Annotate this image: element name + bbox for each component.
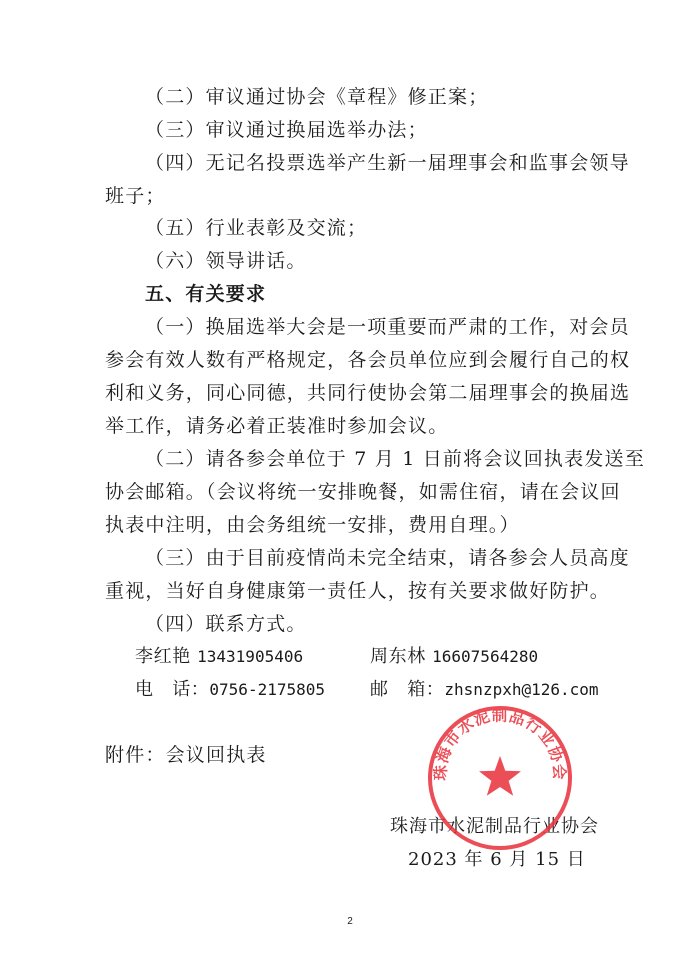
requirement-1-line: （一）换届选举大会是一项重要而严肃的工作，对会员: [145, 316, 630, 338]
requirement-4: （四）联系方式。: [145, 613, 307, 635]
contact-name: 周东林: [370, 646, 426, 667]
email-label: 邮 箱：: [370, 679, 445, 700]
contact-person-1: [135, 644, 303, 670]
agenda-item-4: （四）无记名投票选举产生新一届理事会和监事会领导: [145, 152, 630, 174]
requirement-3-line: 重视，当好自身健康第一责任人，按有关要求做好防护。: [105, 580, 611, 602]
contact-phone: 13431905406: [197, 647, 304, 666]
requirement-1-line: 举工作，请务必着正装准时参加会议。: [105, 415, 449, 437]
tel-label: 电 话：: [135, 679, 210, 700]
signature-date: 2023 年 6 月 15 日: [408, 849, 586, 870]
agenda-item-3: （三）审议通过换届选举办法；: [145, 119, 428, 141]
agenda-item-5: （五）行业表彰及交流；: [145, 217, 368, 239]
contact-name: 李红艳: [135, 646, 191, 667]
requirement-2-line: 协会邮箱。（会议将统一安排晚餐，如需住宿，请在会议回: [105, 481, 621, 503]
requirement-2-line: （二）请各参会单位于 7 月 1 日前将会议回执表发送至: [145, 448, 645, 470]
tel-value: 0756-2175805: [209, 680, 325, 699]
requirement-3-line: （三）由于目前疫情尚未完全结束，请各参会人员高度: [145, 547, 630, 569]
agenda-item-4-cont: 班子；: [105, 185, 166, 207]
requirement-1-line: 利和义务，同心同德，共同行使协会第二届理事会的换届选: [105, 382, 631, 404]
agenda-item-2: （二）审议通过协会《章程》修正案；: [145, 86, 489, 108]
requirement-1-line: 参会有效人数有严格规定，各会员单位应到会履行自己的权: [105, 349, 631, 371]
seal-arc-text: 珠海市水泥制品行业协会: [431, 706, 569, 781]
section-heading: 五、有关要求: [145, 283, 267, 305]
page-number: 2: [347, 916, 353, 927]
contact-phone: 16607564280: [432, 647, 539, 666]
attachment-note: 附件：会议回执表: [105, 744, 267, 766]
contact-email: [370, 677, 599, 703]
seal-star-icon: [479, 756, 521, 796]
contact-person-2: [370, 644, 538, 670]
email-value: zhsnzpxh@126.com: [444, 680, 599, 699]
agenda-item-6: （六）领导讲话。: [145, 250, 307, 272]
requirement-2-line: 执表中注明，由会务组统一安排，费用自理。）: [105, 514, 520, 536]
contact-tel: [135, 677, 325, 703]
official-seal: [425, 703, 575, 853]
signature-org: 珠海市水泥制品行业协会: [390, 816, 599, 837]
